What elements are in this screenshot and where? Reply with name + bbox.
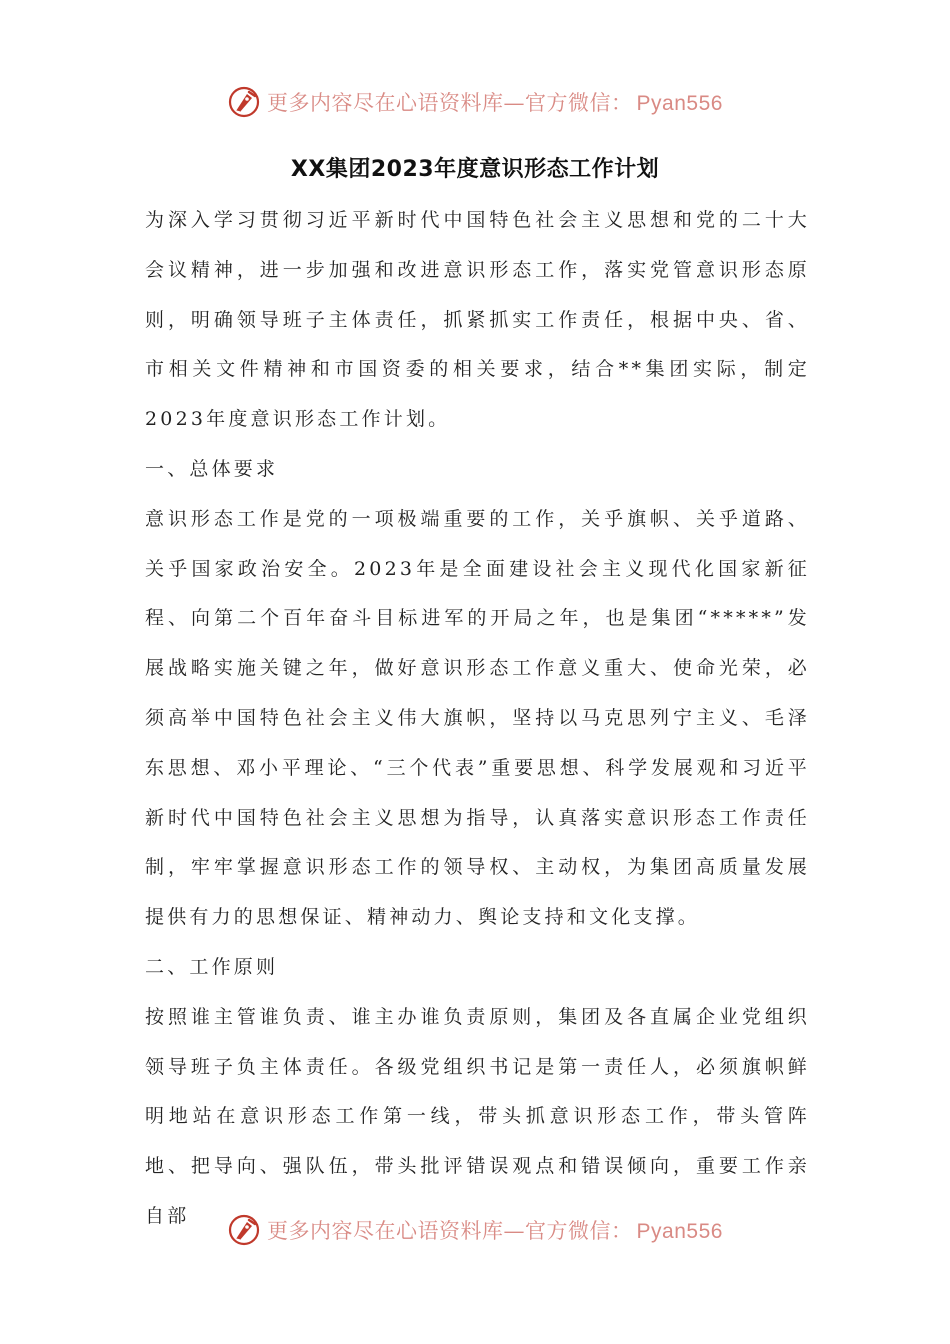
section-heading-work-principles: 二、工作原则 [145,955,279,978]
watermark-banner-top [0,82,950,122]
pen-nib-logo-icon [227,1213,261,1247]
watermark-text: 更多内容尽在心语资料库—官方微信： Pyan556 [267,1219,723,1243]
section-heading-general-requirements: 一、总体要求 [145,457,279,480]
section-body-general-requirements: 意识形态工作是党的一项极端重要的工作，关乎旗帜、关乎道路、关乎国家政治安全。2023年是全面建设社会主义现代化国家新征程、向第二个百年奋斗目标进军的开局之年，也是集团“*****”发展战略实施关键之年，做好意识形态工作意义重大、使命光荣，必须高举中国特色社会主义伟大旗帜，坚持以马克思列宁主义、毛泽东思想、邓小平理论、“三个代表”重要思想、科学发展观和习近平新时代中国特色社会主义思想为指导，认真落实意识形态工作责任制，牢牢掌握意识形态工作的领导权、主动权，为集团高质量发展提供有力的思想保证、精神动力、舆论支持和文化支撑。 [145,507,810,929]
intro-paragraph: 为深入学习贯彻习近平新时代中国特色社会主义思想和党的二十大会议精神，进一步加强和改进意识形态工作，落实党管意识形态原则，明确领导班子主体责任，抓紧抓实工作责任，根据中央、省、市相关文件精神和市国资委的相关要求，结合**集团实际，制定2023年度意识形态工作计划。 [145,209,810,431]
watermark-text: 更多内容尽在心语资料库—官方微信： Pyan556 [267,91,723,115]
document-title: XX集团2023年度意识形态工作计划 [290,157,660,182]
document-body [145,196,810,1242]
section-body-work-principles: 按照谁主管谁负责、谁主办谁负责原则，集团及各直属企业党组织领导班子负主体责任。各级党组织书记是第一责任人，必须旗帜鲜明地站在意识形态工作第一线，带头抓意识形态工作，带头管阵地、把导向、强队伍，带头批评错误观点和错误倾向，重要工作亲自部 [145,1005,810,1227]
wechat-id: Pyan556 [636,1220,723,1243]
watermark-banner-bottom [0,1210,950,1250]
pen-nib-logo-icon [227,85,261,119]
wechat-id: Pyan556 [636,92,723,115]
